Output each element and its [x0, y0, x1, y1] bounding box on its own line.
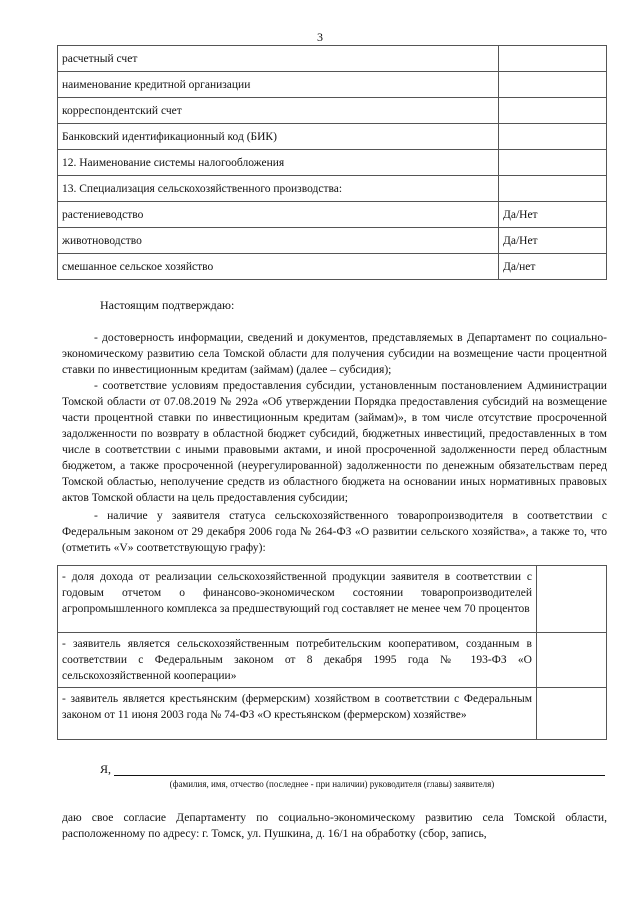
signature-field-line[interactable] — [550, 775, 605, 776]
row-label: 13. Специализация сельскохозяйственного производства: — [58, 176, 499, 202]
row-value[interactable] — [499, 124, 607, 150]
table-row — [58, 72, 607, 98]
option-text: - заявитель является крестьянским (фермерским) хозяйством в соответствии с Федеральным законом от 11 июня 2003 года № 74-ФЗ «О крестьянском (фермерском) хозяйстве» — [58, 688, 537, 740]
row-value[interactable] — [499, 98, 607, 124]
row-label: корреспондентский счет — [58, 98, 499, 124]
confirm-paragraph-status: - наличие у заявителя статуса сельскохозяйственного товаропроизводителя в соответствии с Федеральным законом от 29 декабря 2006 года № 264-ФЗ «О развитии сельского хозяйства», а также то, что (отметить «V» соответствующую графу): — [62, 509, 607, 554]
signature-prefix: Я, — [100, 762, 112, 776]
row-label: наименование кредитной организации — [58, 72, 499, 98]
page-number: 3 — [317, 30, 323, 44]
name-field-line[interactable] — [114, 775, 550, 776]
confirm-paragraph-accuracy: - достоверность информации, сведений и документов, представляемых в Департамент по социально-экономическому развитию села Томской области для получения субсидии на возмещение части процентной ставки по инвестиционным кредитам (займам) (далее – субсидия); — [62, 331, 607, 376]
option-checkbox[interactable] — [537, 688, 607, 740]
status-options-table — [57, 565, 607, 740]
table-row — [58, 566, 607, 633]
row-label: расчетный счет — [58, 46, 499, 72]
table-row — [58, 46, 607, 72]
table-row — [58, 202, 607, 228]
confirm-paragraph-conditions: - соответствие условиям предоставления субсидии, установленным постановлением Администрации Томской области от 07.08.2019 № 292а «Об утверждении Порядка предоставления субсидий на возмещение части процентной ставки по инвестиционным кредитам (займам)», в том числе отсутствие просроченной задолженности по возврату в областной бюджет субсидий, бюджетных инвестиций, предоставленных в том числе в соответствии с иными правовыми актами, и иной просроченной задолженности перед областным бюджетом, а также просроченной (неурегулированной) задолженности по денежным обязательствам перед Томской областью, неполучение средств из областного бюджета на основании иных нормативных правовых актов Томской области на цель предоставления субсидии; — [62, 379, 607, 504]
row-label: 12. Наименование системы налогообложения — [58, 150, 499, 176]
row-value[interactable] — [499, 46, 607, 72]
option-text: - доля дохода от реализации сельскохозяйственной продукции заявителя в соответствии с годовым отчетом о финансово-экономическом состоянии товаропроизводителей агропромышленного комплекса за предшествующий год составляет не менее чем 70 процентов — [58, 566, 537, 633]
table-row — [58, 98, 607, 124]
row-label: смешанное сельское хозяйство — [58, 254, 499, 280]
confirm-heading: Настоящим подтверждаю: — [100, 298, 235, 312]
table-row — [58, 633, 607, 688]
option-checkbox[interactable] — [537, 633, 607, 688]
bank-details-table — [57, 45, 607, 280]
option-checkbox[interactable] — [537, 566, 607, 633]
table-row — [58, 124, 607, 150]
table-row — [58, 228, 607, 254]
row-value[interactable] — [499, 150, 607, 176]
row-label: Банковский идентификационный код (БИК) — [58, 124, 499, 150]
row-value[interactable] — [499, 72, 607, 98]
row-label: животноводство — [58, 228, 499, 254]
row-value[interactable]: Да/Нет — [499, 228, 607, 254]
name-field-caption: (фамилия, имя, отчество (последнее - при наличии) руководителя (главы) заявителя) — [169, 779, 495, 789]
table-row — [58, 176, 607, 202]
consent-paragraph: даю свое согласие Департаменту по социально-экономическому развитию села Томской области, расположенному по адресу: г. Томск, ул. Пушкина, д. 16/1 на обработку (сбор, запись, — [62, 811, 607, 840]
row-value[interactable]: Да/Нет — [499, 202, 607, 228]
table-row — [58, 688, 607, 740]
row-label: растениеводство — [58, 202, 499, 228]
table-row — [58, 150, 607, 176]
table-row — [58, 254, 607, 280]
row-value[interactable]: Да/нет — [499, 254, 607, 280]
row-value[interactable] — [499, 176, 607, 202]
option-text: - заявитель является сельскохозяйственным потребительским кооперативом, созданным в соответствии с Федеральным законом от 8 декабря 1995 года № 193-ФЗ «О сельскохозяйственной кооперации» — [58, 633, 537, 688]
